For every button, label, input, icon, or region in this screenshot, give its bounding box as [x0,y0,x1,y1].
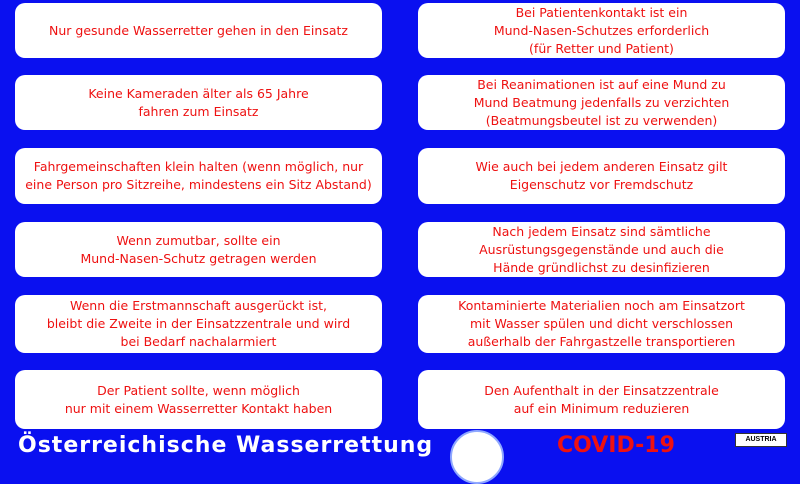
card-left-2: Keine Kameraden älter als 65 Jahre fahren zum Einsatz [15,75,382,130]
card-left-1: Nur gesunde Wasserretter gehen in den Einsatz [15,3,382,58]
card-right-1: Bei Patientenkontakt ist ein Mund-Nasen-Schutzes erforderlich (für Retter und Patient) [418,3,785,58]
card-right-6: Den Aufenthalt in der Einsatzzentrale auf ein Minimum reduzieren [418,370,785,429]
card-right-5: Kontaminierte Materialien noch am Einsatzort mit Wasser spülen und dicht verschlossen außerhalb der Fahrgastzelle transportieren [418,295,785,353]
seal-logo-icon [450,430,504,484]
footer-org-title: Österreichische Wasserrettung [18,433,434,458]
footer-covid-title: COVID-19 [557,433,675,458]
card-right-3: Wie auch bei jedem anderen Einsatz gilt Eigenschutz vor Fremdschutz [418,148,785,204]
card-left-3: Fahrgemeinschaften klein halten (wenn möglich, nur eine Person pro Sitzreihe, mindestens ein Sitz Abstand) [15,148,382,204]
card-right-4: Nach jedem Einsatz sind sämtliche Ausrüstungsgegenstände und auch die Hände gründlichst zu desinfizieren [418,222,785,277]
card-right-2: Bei Reanimationen ist auf eine Mund zu Mund Beatmung jedenfalls zu verzichten (Beatmungsbeutel ist zu verwenden) [418,75,785,130]
card-left-6: Der Patient sollte, wenn möglich nur mit einem Wasserretter Kontakt haben [15,370,382,429]
austria-badge: AUSTRIA [735,433,787,447]
card-left-5: Wenn die Erstmannschaft ausgerückt ist, bleibt die Zweite in der Einsatzzentrale und wird bei Bedarf nachalarmiert [15,295,382,353]
card-left-4: Wenn zumutbar, sollte ein Mund-Nasen-Schutz getragen werden [15,222,382,277]
